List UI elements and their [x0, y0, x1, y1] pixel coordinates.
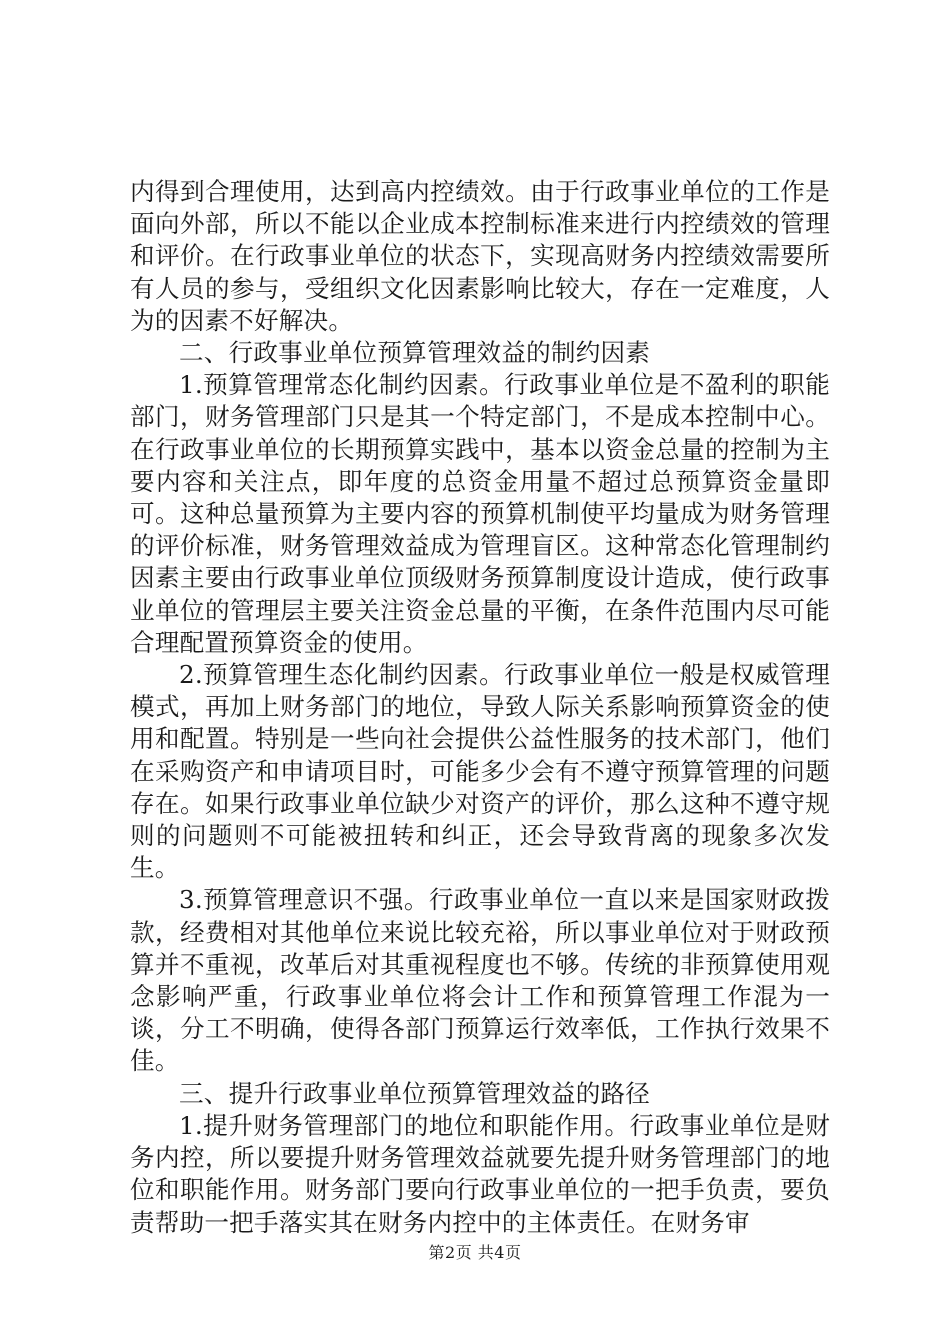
page-footer: 第2页 共4页	[428, 1243, 522, 1262]
paragraph-continuation: 内得到合理使用，达到高内控绩效。由于行政事业单位的工作是面向外部，所以不能以企业成本控制标准来进行内控绩效的管理和评价。在行政事业单位的状态下，实现高财务内控绩效需要所有人员的参与，受组织文化因素影响比较大，存在一定难度，人为的因素不好解决。	[130, 177, 830, 335]
section-heading-2: 二、行政事业单位预算管理效益的制约因素	[179, 338, 651, 368]
document-body	[130, 176, 830, 1239]
section-heading-3: 三、提升行政事业单位预算管理效益的路径	[179, 1078, 651, 1108]
paragraph-2-2: 2.预算管理生态化制约因素。行政事业单位一般是权威管理模式，再加上财务部门的地位，导致人际关系影响预算资金的使用和配置。特别是一些向社会提供公益性服务的技术部门，他们在采购资产和申请项目时，可能多少会有不遵守预算管理的问题存在。如果行政事业单位缺少对资产的评价，那么这种不遵守规则的问题则不可能被扭转和纠正，还会导致背离的现象多次发生。	[130, 660, 830, 883]
paragraph-2-1: 1.预算管理常态化制约因素。行政事业单位是不盈利的职能部门，财务管理部门只是其一个特定部门，不是成本控制中心。在行政事业单位的长期预算实践中，基本以资金总量的控制为主要内容和关注点，即年度的总资金用量不超过总预算资金量即可。这种总量预算为主要内容的预算机制使平均量成为财务管理的评价标准，财务管理效益成为管理盲区。这种常态化管理制约因素主要由行政事业单位顶级财务预算制度设计造成，使行政事业单位的管理层主要关注资金总量的平衡，在条件范围内尽可能合理配置预算资金的使用。	[130, 370, 830, 657]
paragraph-3-1: 1.提升财务管理部门的地位和职能作用。行政事业单位是财务内控，所以要提升财务管理效益就要先提升财务管理部门的地位和职能作用。财务部门要向行政事业单位的一把手负责，要负责帮助一把手落实其在财务内控中的主体责任。在财务审	[130, 1110, 830, 1237]
paragraph-2-3: 3.预算管理意识不强。行政事业单位一直以来是国家财政拨款，经费相对其他单位来说比较充裕，所以事业单位对于财政预算并不重视，改革后对其重视程度也不够。传统的非预算使用观念影响严重，行政事业单位将会计工作和预算管理工作混为一谈，分工不明确，使得各部门预算运行效率低，工作执行效果不佳。	[130, 885, 830, 1076]
